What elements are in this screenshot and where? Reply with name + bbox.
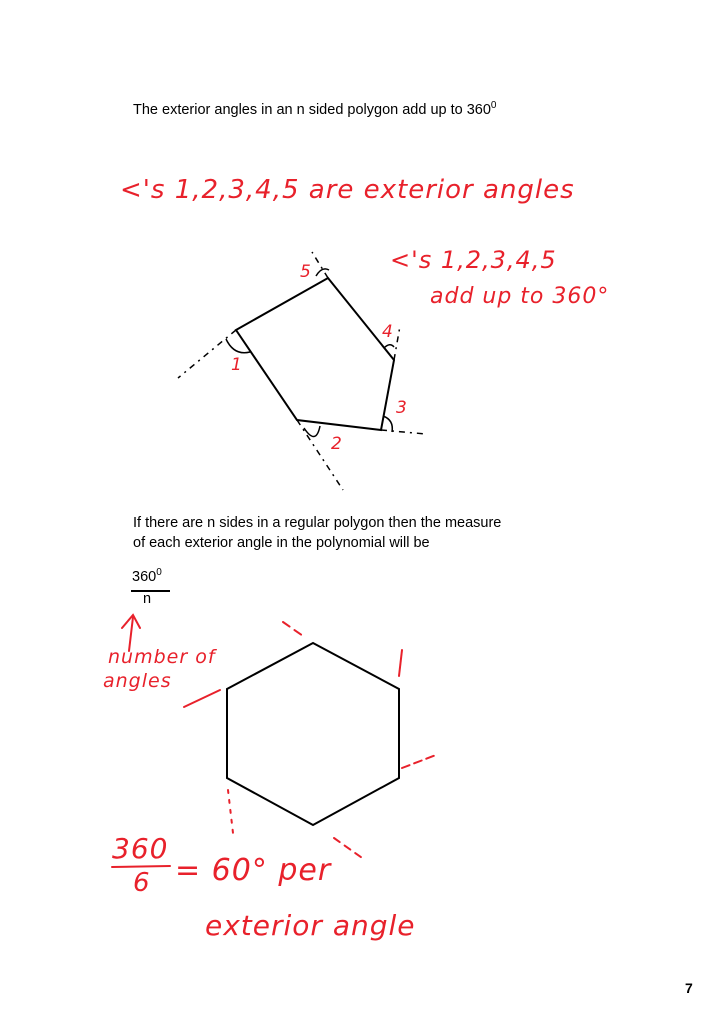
note-sum-line1: <'s 1,2,3,4,5 xyxy=(390,246,557,274)
angle-label-2: 2 xyxy=(331,434,343,454)
note-result-line2: exterior angle xyxy=(205,909,416,942)
hexagon-shape xyxy=(227,643,399,825)
statement-exterior-sum-text: The exterior angles in an n sided polygon add up to 360 xyxy=(133,102,491,118)
formula-denominator: n xyxy=(143,591,152,607)
degree-superscript: 0 xyxy=(490,100,497,111)
angle-label-5: 5 xyxy=(300,262,312,282)
formula-degree-sup: 0 xyxy=(156,567,162,578)
angle-label-1: 1 xyxy=(231,355,243,375)
pentagon-shape xyxy=(236,278,394,430)
note-result-line1: = 60° per xyxy=(175,853,332,888)
statement-regular-line2: of each exterior angle in the polynomial will be xyxy=(133,535,430,551)
note-sum-line2: add up to 360° xyxy=(430,284,610,309)
page-number: 7 xyxy=(685,980,693,996)
angle-label-3: 3 xyxy=(396,398,408,418)
note-number-of: number of xyxy=(108,646,216,668)
statement-regular-line1: If there are n sides in a regular polygon then the measure xyxy=(133,515,502,531)
note-frac-numerator: 360 xyxy=(112,832,169,865)
formula-numerator-text: 360 xyxy=(132,569,157,585)
pentagon-extensions xyxy=(178,252,426,490)
note-frac-denominator: 6 xyxy=(133,868,151,898)
note-angles: angles xyxy=(103,670,172,692)
note-exterior-angles: <'s 1,2,3,4,5 are exterior angles xyxy=(120,175,575,205)
angle-label-4: 4 xyxy=(382,322,394,342)
